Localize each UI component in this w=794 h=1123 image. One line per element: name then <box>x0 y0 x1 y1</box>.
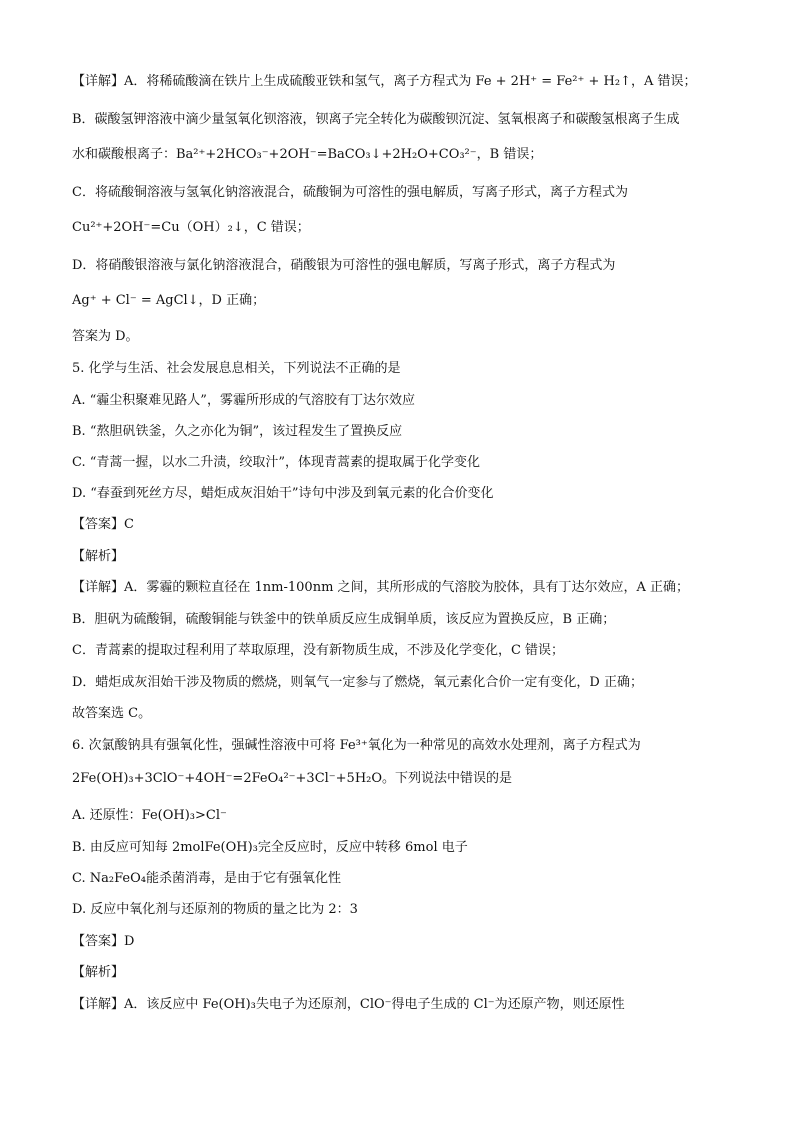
text-line: 【答案】D <box>72 934 135 949</box>
text-line: Ag⁺ + Cl⁻ = AgCl↓，D 正确； <box>72 293 266 308</box>
text-line: B．胆矾为硫酸铜，硫酸铜能与铁釜中的铁单质反应生成铜单质，该反应为置换反应，B 正确； <box>72 612 616 627</box>
text-line: D. “春蚕到死丝方尽，蜡炬成灰泪始干”诗句中涉及到氧元素的化合价变化 <box>72 486 494 501</box>
text-line: D．蜡炬成灰泪始干涉及物质的燃烧，则氧气一定参与了燃烧，氧元素化合价一定有变化，D 正确； <box>72 675 643 690</box>
text-line: C．将硫酸铜溶液与氢氧化钠溶液混合，硫酸铜为可溶性的强电解质，写离子形式，离子方程式为 <box>72 185 628 200</box>
text-line: C．青蒿素的提取过程利用了萃取原理，没有新物质生成，不涉及化学变化，C 错误； <box>72 643 565 658</box>
text-line: 【解析】 <box>72 965 125 980</box>
text-line: 【答案】C <box>72 517 134 532</box>
text-line: D. 反应中氧化剂与还原剂的物质的量之比为 2：3 <box>72 902 358 917</box>
text-line: Cu²⁺+2OH⁻=Cu（OH）₂↓，C 错误； <box>72 220 310 235</box>
text-line: D．将硝酸银溶液与氯化钠溶液混合，硝酸银为可溶性的强电解质，写离子形式，离子方程式为 <box>72 258 616 273</box>
text-line: 水和碳酸根离子：Ba²⁺+2HCO₃⁻+2OH⁻=BaCO₃↓+2H₂O+CO₃²⁻，B 错误； <box>72 147 543 162</box>
text-line: C. Na₂FeO₄能杀菌消毒，是由于它有强氧化性 <box>72 871 341 886</box>
text-line: B. 由反应可知每 2molFe(OH)₃完全反应时，反应中转移 6mol 电子 <box>72 840 468 855</box>
text-line: 6. 次氯酸钠具有强氧化性，强碱性溶液中可将 Fe³⁺氧化为一种常见的高效水处理剂，离子方程式为 <box>72 738 641 753</box>
text-line: B. “熬胆矾铁釜，久之亦化为铜”，该过程发生了置换反应 <box>72 424 403 439</box>
text-line: B．碳酸氢钾溶液中滴少量氢氧化钡溶液，钡离子完全转化为碳酸钡沉淀、氢氧根离子和碳酸氢根离子生成 <box>72 112 680 127</box>
text-line: 2Fe(OH)₃+3ClO⁻+4OH⁻=2FeO₄²⁻+3Cl⁻+5H₂O。下列说法中错误的是 <box>72 771 513 786</box>
text-line: 5. 化学与生活、社会发展息息相关，下列说法不正确的是 <box>72 361 401 376</box>
text-line: A. “霾尘积聚难见路人”，雾霾所形成的气溶胶有丁达尔效应 <box>72 393 415 408</box>
text-line: 故答案选 C。 <box>72 706 152 721</box>
text-line: 答案为 D。 <box>72 329 139 344</box>
text-line: 【解析】 <box>72 549 125 564</box>
text-line: 【详解】A．将稀硫酸滴在铁片上生成硫酸亚铁和氢气，离子方程式为 Fe + 2H⁺ = Fe²⁺ + H₂↑，A 错误； <box>72 74 697 89</box>
text-line: A. 还原性：Fe(OH)₃>Cl⁻ <box>72 808 227 823</box>
text-line: 【详解】A．雾霾的颗粒直径在 1nm-100nm 之间，其所形成的气溶胶为胶体，具有丁达尔效应，A 正确； <box>72 580 690 595</box>
text-line: C. “青蒿一握，以水二升渍，绞取汁”，体现青蒿素的提取属于化学变化 <box>72 455 481 470</box>
text-line: 【详解】A．该反应中 Fe(OH)₃失电子为还原剂，ClO⁻得电子生成的 Cl⁻为还原产物，则还原性 <box>72 997 625 1012</box>
